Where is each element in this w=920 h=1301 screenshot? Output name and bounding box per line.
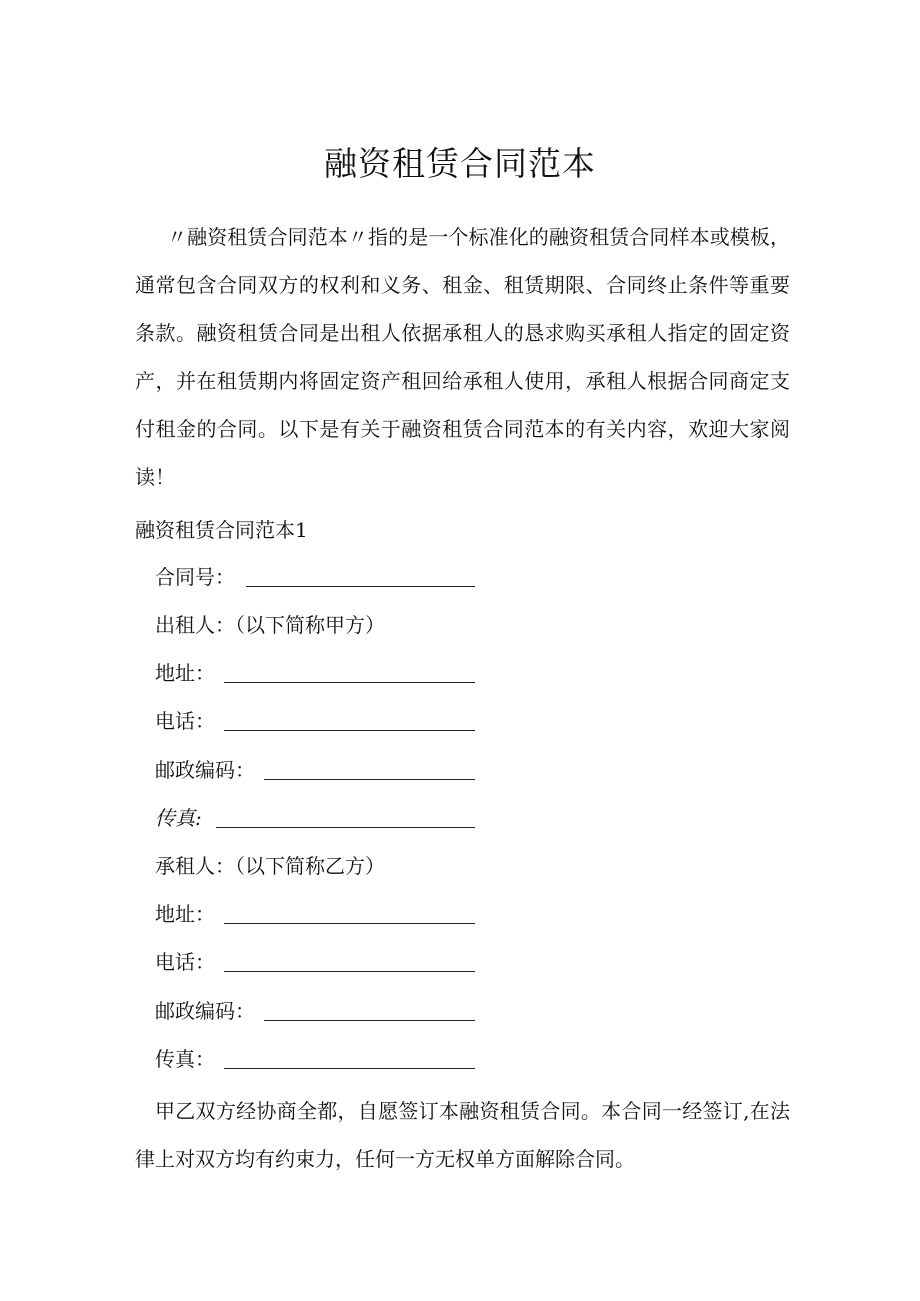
- lessor-address-label: 地址：: [155, 661, 215, 685]
- lessee-address-field: [155, 894, 485, 934]
- lessor-fax-label: 传真:: [155, 806, 202, 830]
- contract-number-blank: [246, 586, 475, 587]
- lessee-fax-label: 传真：: [155, 1047, 215, 1071]
- lessor-fax-field: [155, 798, 485, 838]
- lessee-postcode-field: [155, 991, 485, 1031]
- contract-number-label: 合同号：: [155, 565, 235, 589]
- lessor-address-blank: [224, 682, 475, 683]
- lessee-postcode-blank: [264, 1020, 475, 1021]
- lessor-phone-field: [155, 701, 485, 741]
- lessor-postcode-label: 邮政编码：: [155, 758, 255, 782]
- intro-paragraph: 〃融资租赁合同范本〃指的是一个标准化的融资租赁合同样本或模板，通常包含合同双方的权利和义务、租金、租赁期限、合同终止条件等重要条款。融资租赁合同是出租人依据承租人的恳求购买承租人指定的固定资产，并在租赁期内将固定资产租回给承租人使用，承租人根据合同商定支付租金的合同。以下是有关于融资租赁合同范本的有关内容，欢迎大家阅读！: [135, 225, 790, 489]
- lessor-fax-blank: [216, 827, 475, 828]
- lessee-fax-field: [155, 1039, 485, 1079]
- section-heading: 融资租赁合同范本1: [135, 518, 308, 542]
- lessor-label: 出租人：（以下简称甲方）: [155, 613, 385, 637]
- lessor-address-field: [155, 653, 485, 693]
- lessee-phone-blank: [224, 971, 475, 972]
- lessor-postcode-blank: [264, 779, 475, 780]
- lessee-address-blank: [224, 923, 475, 924]
- lessee-phone-label: 电话：: [155, 950, 215, 974]
- contract-number-field: [155, 557, 485, 597]
- lessor-phone-label: 电话：: [155, 709, 215, 733]
- closing-paragraph: 甲乙双方经协商全都，自愿签订本融资租赁合同。本合同一经签订,在法律上对双方均有约束力，任何一方无权单方面解除合同。: [135, 1099, 790, 1171]
- lessee-address-label: 地址：: [155, 902, 215, 926]
- document-title: 融资租赁合同范本: [324, 144, 596, 183]
- lessor-postcode-field: [155, 750, 485, 790]
- lessor-phone-blank: [224, 730, 475, 731]
- lessee-label: 承租人：（以下简称乙方）: [155, 854, 385, 878]
- lessee-phone-field: [155, 942, 485, 982]
- lessee-postcode-label: 邮政编码：: [155, 999, 255, 1023]
- lessee-fax-blank: [224, 1068, 475, 1069]
